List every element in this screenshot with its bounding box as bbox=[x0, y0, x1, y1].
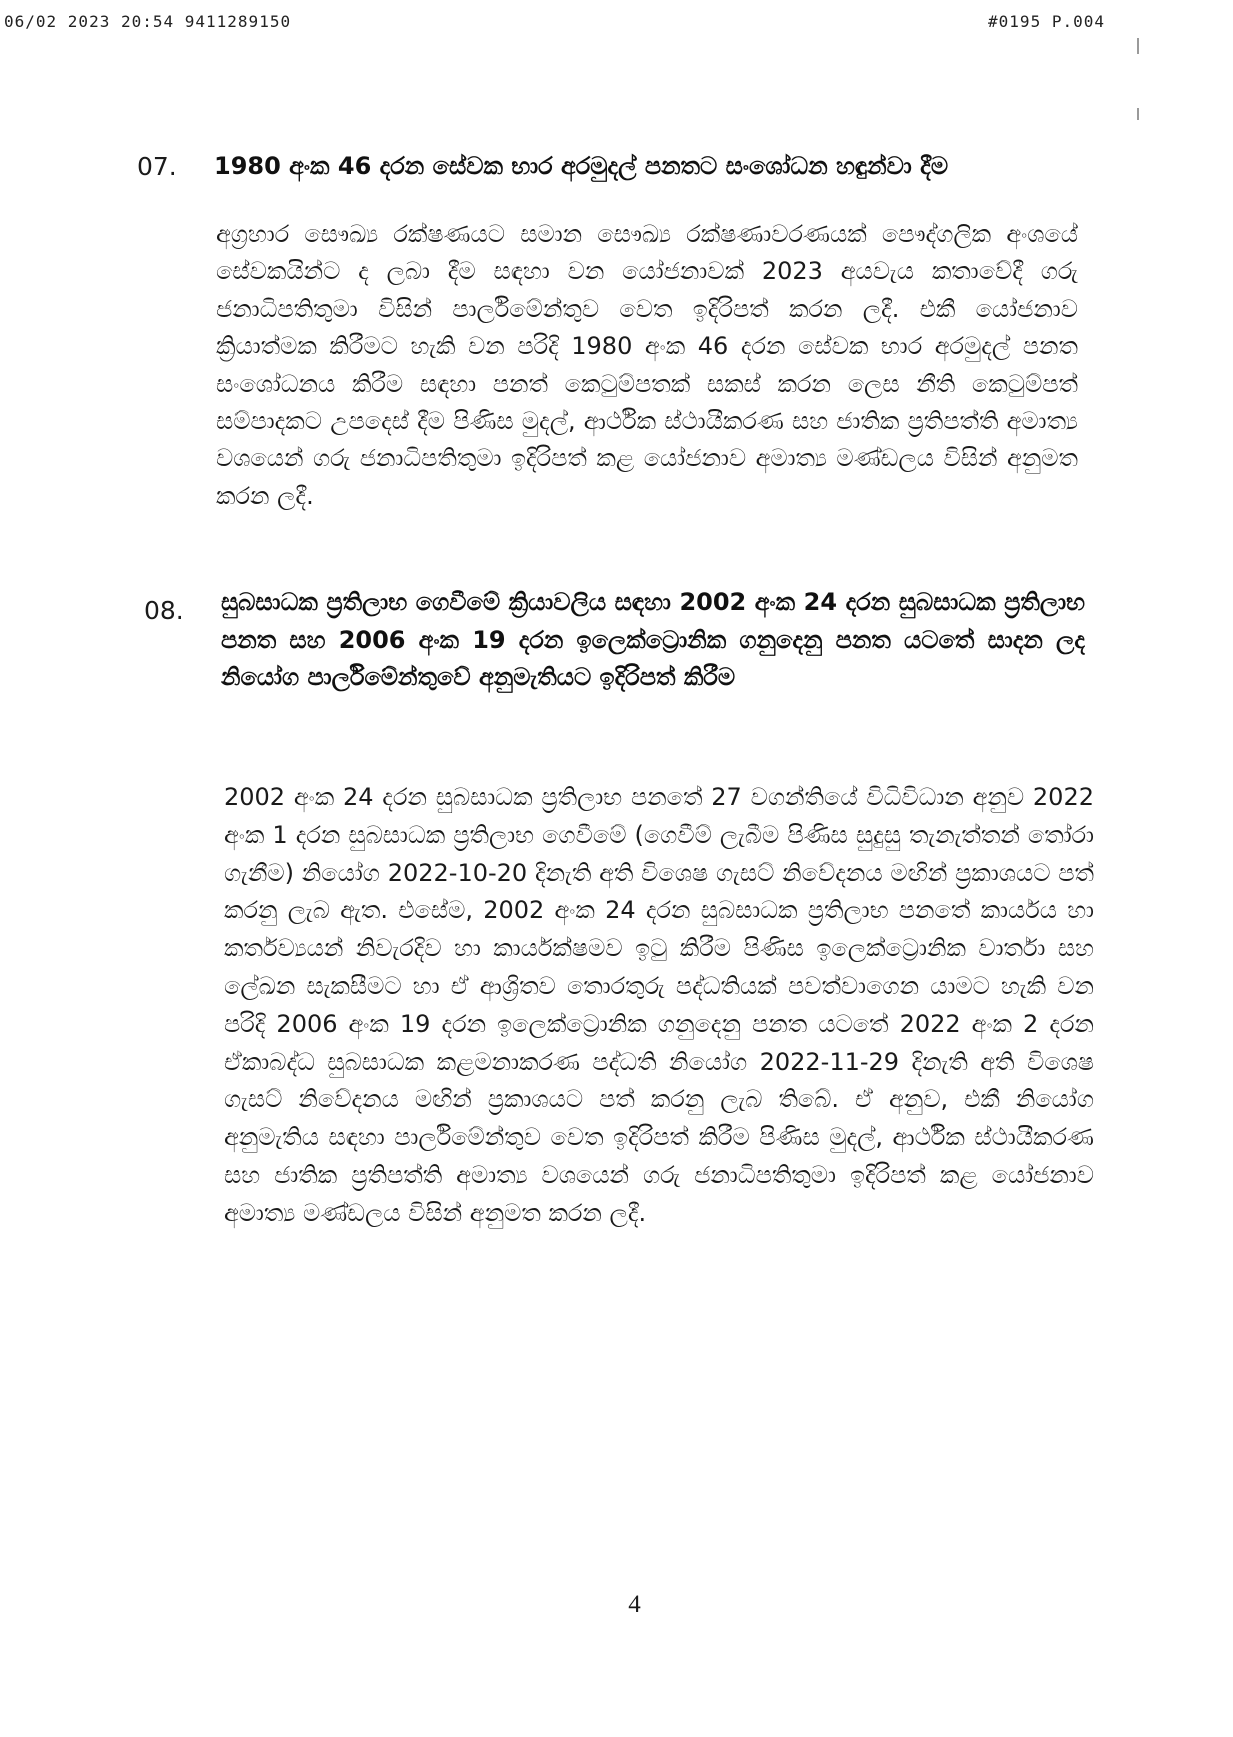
page-number: 4 bbox=[628, 1591, 641, 1618]
section-title: සුබසාධක ප්‍රතිලාභ ගෙවීමේ ක්‍රියාවලිය සඳහා 2002 අංක 24 දරන සුබසාධක ප්‍රතිලාභ පනත සහ 2006 අංක 19 දරන ඉලෙක්ට්‍රොනික ගනුදෙනු පනත යටතේ සාදන ලද නියෝග පාර්ලිමේන්තුවේ අනුමැතියට ඉදිරිපත් කිරීම bbox=[221, 588, 1085, 691]
section-body: අග්‍රහාර සෞඛ්‍ය රක්ෂණයට සමාන සෞඛ්‍ය රක්ෂණාවරණයක් පෞද්ගලික අංශයේ සේවකයින්ට ද ලබා දීම සඳහා වන යෝජනාවක් 2023 අයවැය කතාවේදී ගරු ජනාධිපතිතුමා විසින් පාර්ලිමේන්තුව වෙත ඉදිරිපත් කරන ලදී. එකී යෝජනාව ක්‍රියාත්මක කිරීමට හැකි වන පරිදි 1980 අංක 46 දරන සේවක භාර අරමුදල් පනත සංශෝධනය කිරීම සඳහා පනත් කෙටුම්පතක් සකස් කරන ලෙස නීති කෙටුම්පත් සම්පාදකට උපදෙස් දීම පිණිස මුදල්, ආර්ථික ස්ථායීකරණ සහ ජාතික ප්‍රතිපත්ති අමාත්‍ය වශයෙන් ගරු ජනාධිපතිතුමා ඉදිරිපත් කළ යෝජනාව අමාත්‍ය මණ්ඩලය විසින් අනුමත කරන ලදී. bbox=[216, 220, 1078, 510]
page-number-container bbox=[0, 1591, 1233, 1619]
section-number: 08. bbox=[144, 596, 184, 625]
fax-header-timestamp: 06/02 2023 20:54 9411289150 bbox=[4, 12, 292, 31]
section-number: 07. bbox=[137, 152, 177, 181]
section-title: 1980 අංක 46 දරන සේවක භාර අරමුදල් පනතට සංශෝධන හඳුන්වා දීම bbox=[214, 152, 949, 180]
fax-header-page-ref: #0195 P.004 bbox=[988, 12, 1105, 31]
scan-mark bbox=[1137, 38, 1139, 54]
section-body: 2002 අංක 24 දරන සුබසාධක ප්‍රතිලාභ පනතේ 27 වගන්තියේ විධිවිධාන අනුව 2022 අංක 1 දරන සුබසාධක ප්‍රතිලාභ ගෙවීමේ (ගෙවීම් ලැබීම පිණිස සුදුසු තැනැත්තන් තෝරා ගැනීම) නියෝග 2022-10-20 දිනැති අති විශෙෂ ගැසට් නිවේදනය මඟින් ප්‍රකාශයට පත් කරනු ලැබ ඇත. එසේම, 2002 අංක 24 දරන සුබසාධක ප්‍රතිලාභ පනතේ කාර්යය හා කර්තව්‍යයන් නිවැරදිව හා කාර්යක්ෂමව ඉටු කිරීම පිණිස ඉලෙක්ට්‍රොනික වාර්තා සහ ලේඛන සැකසීමට හා ඒ ආශ්‍රිතව තොරතුරු පද්ධතියක් පවත්වාගෙන යාමට හැකි වන පරිදි 2006 අංක 19 දරන ඉලෙක්ට්‍රොනික ගනුදෙනු පනත යටතේ 2022 අංක 2 දරන ඒකාබද්ධ සුබසාධක කළමනාකරණ පද්ධති නියෝග 2022-11-29 දිනැති අති විශෙෂ ගැසට් නිවේදනය මඟින් ප්‍රකාශයට පත් කරනු ලැබ තිබේ. ඒ අනුව, එකී නියෝග අනුමැතිය සඳහා පාර්ලිමේන්තුව වෙත ඉදිරිපත් කිරීම පිණිස මුදල්, ආර්ථික ස්ථායීකරණ සහ ජාතික ප්‍රතිපත්ති අමාත්‍ය වශයෙන් ගරු ජනාධිපතිතුමා ඉදිරිපත් කළ යෝජනාව අමාත්‍ය මණ්ඩලය විසින් අනුමත කරන ලදී. bbox=[224, 783, 1094, 1227]
fax-header bbox=[4, 12, 1233, 38]
scan-mark bbox=[1137, 108, 1139, 120]
